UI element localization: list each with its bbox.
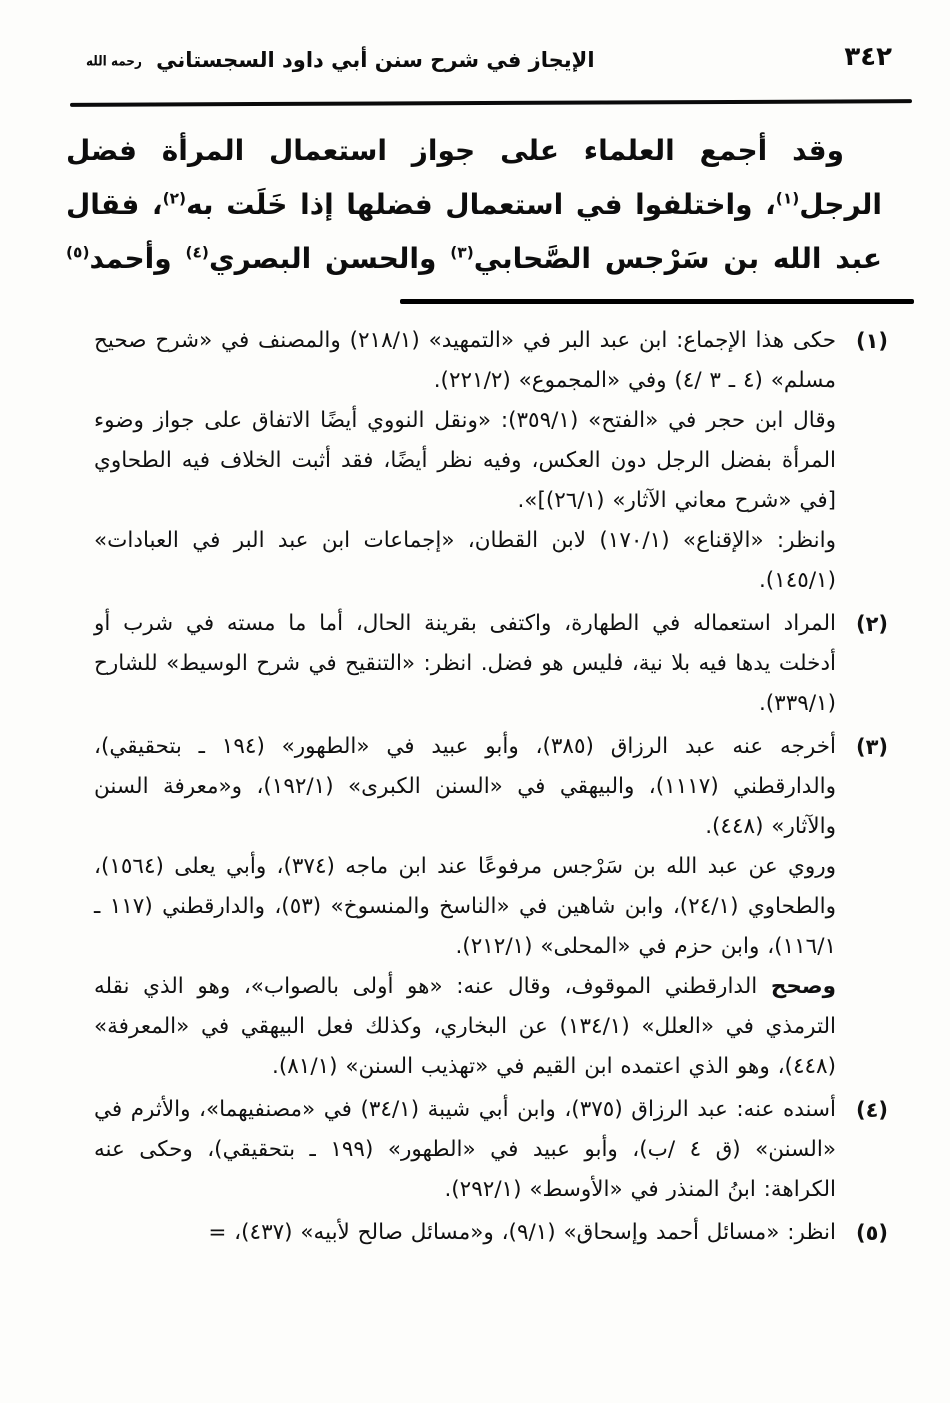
footnote-paragraph: وروي عن عبد الله بن سَرْجس مرفوعًا عند ابن ماجه (٣٧٤)، وأبي يعلى (١٥٦٤)، والطحاوي (٢٤/١)، وابن شاهين في «الناسخ والمنسوخ» (٥٣)، والدارقطني (١١٧ ـ ١١٦/١)، وابن حزم في «المحلى» (٢١٢/١). — [94, 854, 837, 959]
footnote-3 — [94, 727, 888, 1087]
footnote-4 — [94, 1090, 888, 1210]
body-text-segment: وقد أجمع العلماء على جواز استعمال المرأة فضل — [66, 134, 844, 167]
footnote-paragraph: انظر: «مسائل أحمد وإسحاق» (٩/١)، و«مسائل صالح لأبيه» (٤٣٧)، = — [208, 1220, 836, 1245]
footnote-2 — [94, 604, 888, 724]
running-title-text: الإيجاز في شرح سنن أبي داود السجستاني — [156, 48, 595, 72]
footnote-text-segment: الدارقطني الموقوف، وقال عنه: «هو أولى بالصواب»، وهو الذي نقله الترمذي في «العلل» (١٣٤/١) عن البخاري، وكذلك فعل البيهقي في «المعرفة» (٤٤٨)، وهو الذي اعتمده ابن القيم في «تهذيب السنن» (٨١/١). — [94, 974, 836, 1079]
page-number: ٣٤٢ — [844, 42, 892, 72]
main-text — [66, 124, 882, 286]
body-text-segment: وأحمد — [89, 242, 186, 275]
body-text-segment: ، واختلفوا في استعمال فضلها إذا خَلَت به — [186, 188, 776, 221]
body-text-segment: الرجل — [799, 188, 882, 221]
footnote-paragraph: وقال ابن حجر في «الفتح» (٣٥٩/١): «ونقل النووي أيضًا الاتفاق على جواز وضوء المرأة بفضل الرجل دون العكس، وفيه نظر أيضًا، فقد أثبت الخلاف فيه الطحاوي [في «شرح معاني الآثار» (٢٦/١)]». — [94, 408, 836, 513]
header-rule — [70, 99, 912, 107]
body-line-1 — [66, 124, 882, 178]
rahimahullah-ornament: رحمه الله — [86, 52, 142, 70]
running-title — [86, 48, 595, 72]
footnote-bold-lead: وصحح — [770, 974, 836, 999]
footnote-5-text — [94, 1213, 836, 1253]
body-text-segment: والحسن البصري — [208, 242, 451, 275]
footnotes-section — [94, 321, 888, 1256]
footnote-paragraph: أخرجه عنه عبد الرزاق (٣٨٥)، وأبو عبيد في «الطهور» (١٩٤ ـ بتحقيقي)، والدارقطني (١١١٧)، والبيهقي في «السنن الكبرى» (١٩٢/١)، و«معرفة السنن والآثار» (٤٤٨). — [94, 734, 836, 839]
body-text-segment: عبد الله بن سَرْجس الصَّحابي — [473, 242, 883, 275]
footnote-ref-1: (١) — [775, 189, 800, 208]
footnote-paragraph: أسنده عنه: عبد الرزاق (٣٧٥)، وابن أبي شيبة (٣٤/١) في «مصنفيهما»، والأثرم في «السنن» (ق ٤ /ب)، وأبو عبيد في «الطهور» (١٩٩ ـ بتحقيقي)، وحكى عنه الكراهة: ابنُ المنذر في «الأوسط» (٢٩٢/١). — [94, 1097, 836, 1202]
footnote-2-text — [94, 604, 836, 724]
footnote-paragraph: وانظر: «الإقناع» (١٧٠/١) لابن القطان، «إجماعات ابن عبد البر في العبادات» (١٤٥/١). — [94, 528, 836, 593]
footnote-1-marker: (١) — [855, 329, 888, 353]
footnote-1-text — [94, 321, 836, 601]
footnote-1 — [94, 321, 888, 601]
footnote-2-marker: (٢) — [855, 612, 888, 636]
footnote-ref-2: (٢) — [162, 189, 187, 208]
footnote-ref-3: (٣) — [450, 243, 474, 262]
footnote-paragraph: المراد استعماله في الطهارة، واكتفى بقرينة الحال، أما ما مسته في شرب أو أدخلت يدها فيه بلا نية، فليس هو فضل. انظر: «التنقيح في شرح الوسيط» للشارح (٣٣٩/١). — [94, 611, 836, 716]
footnote-separator — [400, 299, 914, 304]
footnote-ref-5: (٥) — [66, 243, 90, 262]
footnote-ref-4: (٤) — [185, 243, 209, 262]
footnote-3-marker: (٣) — [855, 735, 888, 759]
body-line-2 — [66, 178, 882, 232]
footnote-paragraph — [94, 967, 836, 1087]
body-text-segment: ، فقال — [66, 188, 163, 221]
footnote-4-marker: (٤) — [855, 1098, 888, 1122]
footnote-5 — [94, 1213, 888, 1253]
footnote-paragraph: حكى هذا الإجماع: ابن عبد البر في «التمهيد» (٢١٨/١) والمصنف في «شرح صحيح مسلم» (٤ ـ ٣ /٤) وفي «المجموع» (٢٢١/٢). — [94, 328, 836, 393]
footnote-4-text — [94, 1090, 836, 1210]
body-line-3 — [66, 232, 882, 286]
footnote-3-text — [94, 727, 836, 1087]
footnote-5-marker: (٥) — [855, 1221, 888, 1245]
